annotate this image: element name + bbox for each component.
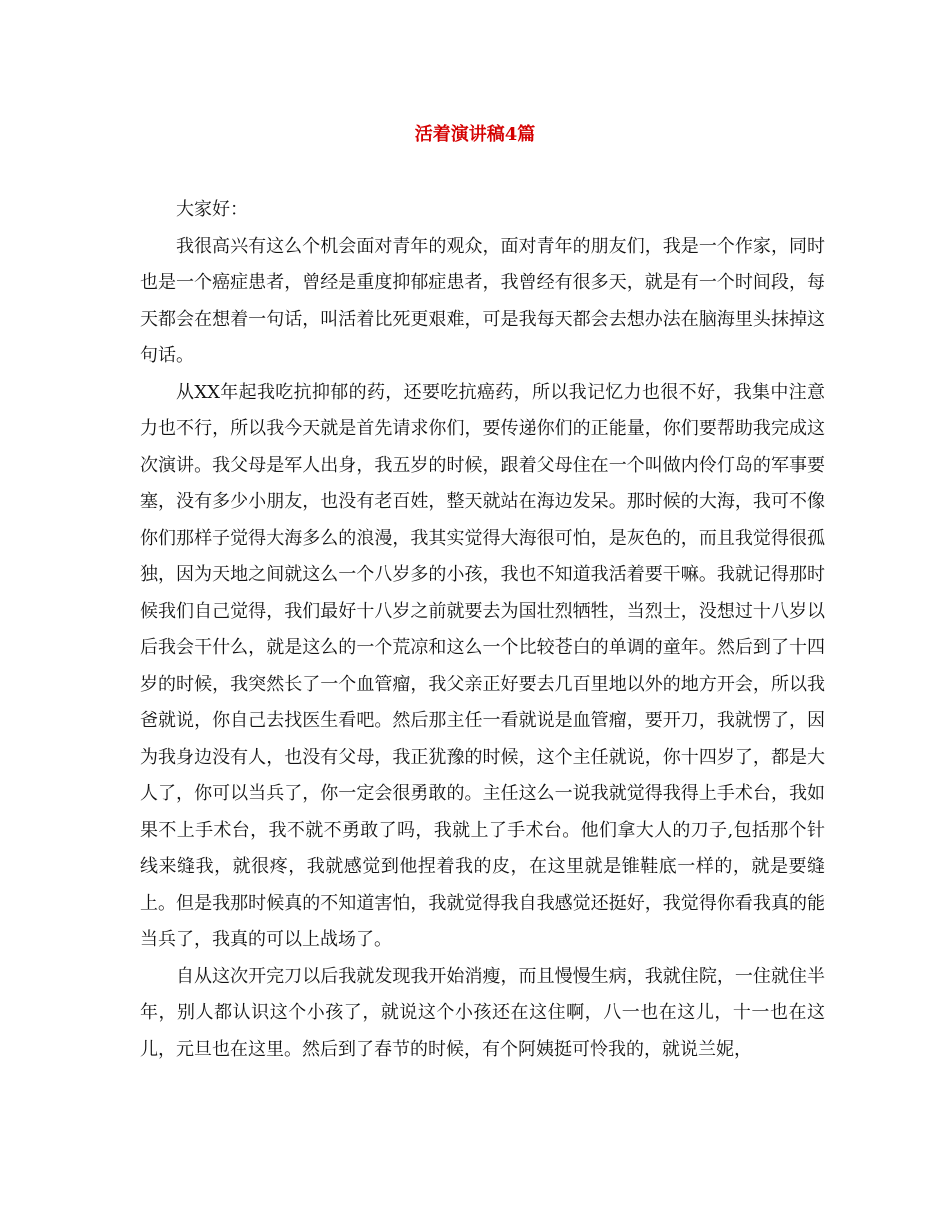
document-body (140, 192, 825, 1068)
paragraph-2: 从XX年起我吃抗抑郁的药，还要吃抗癌药，所以我记忆力也很不好，我集中注意力也不行，所以我今天就是首先请求你们，要传递你们的正能量，你们要帮助我完成这次演讲。我父母是军人出身，我五岁的时候，跟着父母住在一个叫做内伶仃岛的军事要塞，没有多少小朋友，也没有老百姓，整天就站在海边发呆。那时候的大海，我可不像你们那样子觉得大海多么的浪漫，我其实觉得大海很可怕，是灰色的，而且我觉得很孤独，因为天地之间就这么一个八岁多的小孩，我也不知道我活着要干嘛。我就记得那时候我们自己觉得，我们最好十八岁之前就要去为国壮烈牺牲，当烈士，没想过十八岁以后我会干什么，就是这么的一个荒凉和这么一个比较苍白的单调的童年。然后到了十四岁的时候，我突然长了一个血管瘤，我父亲正好要去几百里地以外的地方开会，所以我爸就说，你自己去找医生看吧。然后那主任一看就说是血管瘤，要开刀，我就愣了，因为我身边没有人，也没有父母，我正犹豫的时候，这个主任就说，你十四岁了，都是大人了，你可以当兵了，你一定会很勇敢的。主任这么一说我就觉得我得上手术台，我如果不上手术台，我不就不勇敢了吗，我就上了手术台。他们拿大人的刀子,包括那个针线来缝我，就很疼，我就感觉到他捏着我的皮，在这里就是锥鞋底一样的，就是要缝上。但是我那时候真的不知道害怕，我就觉得我自我感觉还挺好，我觉得你看我真的能当兵了，我真的可以上战场了。 (140, 381, 825, 950)
greeting-line: 大家好： (176, 199, 248, 220)
document-title: 活着演讲稿4篇 (414, 124, 536, 145)
paragraph-1: 我很高兴有这么个机会面对青年的观众，面对青年的朋友们，我是一个作家，同时也是一个癌症患者，曾经是重度抑郁症患者，我曾经有很多天，就是有一个时间段，每天都会在想着一句话，叫活着比死更艰难，可是我每天都会去想办法在脑海里头抹掉这句话。 (140, 235, 825, 366)
paragraph-3: 自从这次开完刀以后我就发现我开始消瘦，而且慢慢生病，我就住院，一住就住半年，别人都认识这个小孩了，就说这个小孩还在这住啊，八一也在这儿，十一也在这儿，元旦也在这里。然后到了春节的时候，有个阿姨挺可怜我的，就说兰妮， (140, 965, 825, 1060)
